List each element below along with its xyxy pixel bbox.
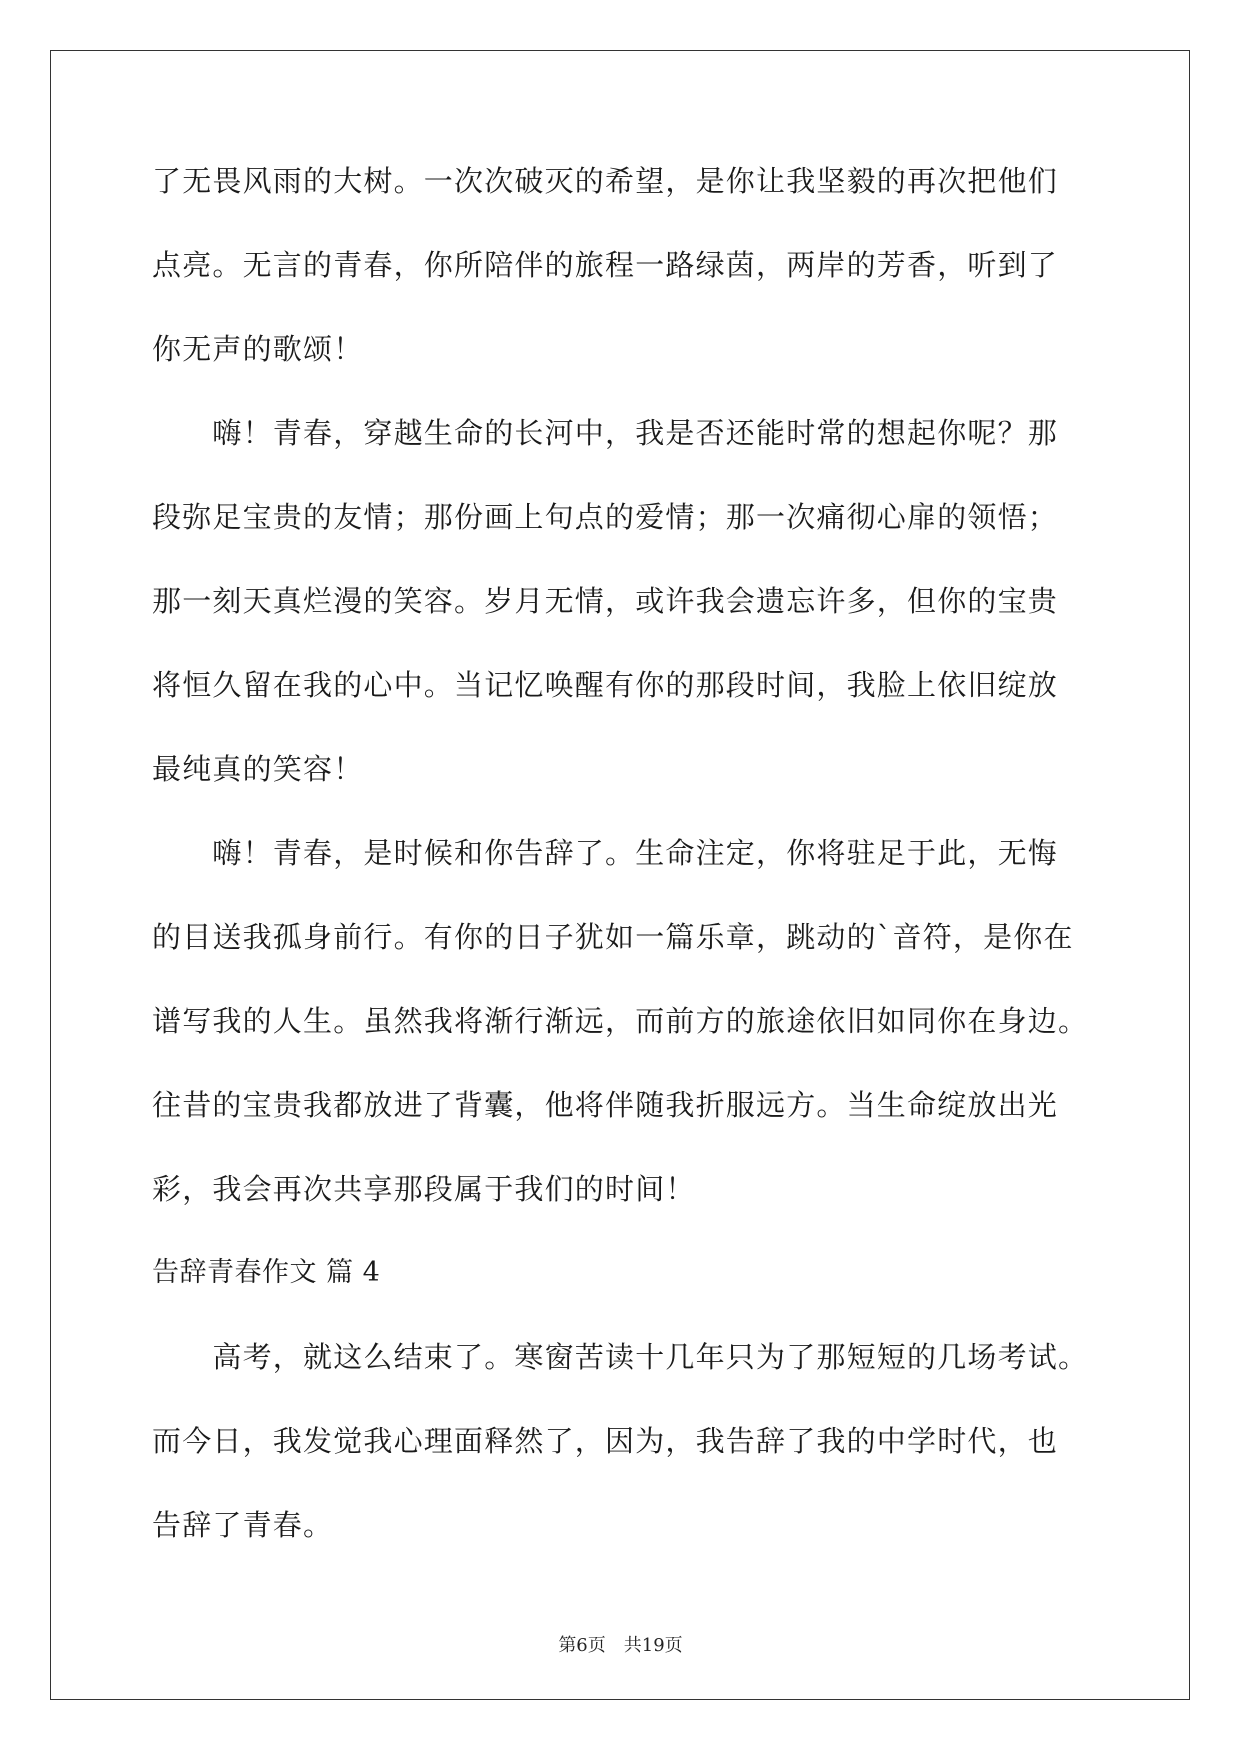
text-line: 将恒久留在我的心中。当记忆唤醒有你的那段时间，我脸上依旧绽放: [152, 668, 1059, 702]
text-line: 的目送我孤身前行。有你的日子犹如一篇乐章，跳动的`音符，是你在: [152, 920, 1074, 954]
text-line: 高考，就这么结束了。寒窗苦读十几年只为了那短短的几场考试。: [152, 1340, 1089, 1374]
page-number: 第6页: [558, 1635, 606, 1656]
text-line: 告辞了青春。: [152, 1508, 334, 1542]
text-line: 你无声的歌颂！: [152, 332, 364, 366]
text-line: 段弥足宝贵的友情；那份画上句点的爱情；那一次痛彻心扉的领悟；: [152, 500, 1059, 534]
text-line: 往昔的宝贵我都放进了背囊，他将伴随我折服远方。当生命绽放出光: [152, 1088, 1059, 1122]
text-line: 彩，我会再次共享那段属于我们的时间！: [152, 1172, 696, 1206]
document-body: [152, 160, 1092, 1588]
text-line: 了无畏风雨的大树。一次次破灭的希望，是你让我坚毅的再次把他们: [152, 164, 1059, 198]
page-total: 共19页: [623, 1635, 683, 1656]
page-footer: [0, 1634, 1241, 1658]
text-line: 谱写我的人生。虽然我将渐行渐远，而前方的旅途依旧如同你在身边。: [152, 1004, 1089, 1038]
text-line: 点亮。无言的青春，你所陪伴的旅程一路绿茵，两岸的芳香，听到了: [152, 248, 1059, 282]
text-line: 嗨！青春，是时候和你告辞了。生命注定，你将驻足于此，无悔: [152, 836, 1059, 870]
text-line: 而今日，我发觉我心理面释然了，因为，我告辞了我的中学时代，也: [152, 1424, 1059, 1458]
section-heading: 告辞青春作文 篇 4: [152, 1257, 381, 1288]
text-line: 嗨！青春，穿越生命的长河中，我是否还能时常的想起你呢？那: [152, 416, 1059, 450]
text-line: 那一刻天真烂漫的笑容。岁月无情，或许我会遗忘许多，但你的宝贵: [152, 584, 1059, 618]
text-line: 最纯真的笑容！: [152, 752, 364, 786]
